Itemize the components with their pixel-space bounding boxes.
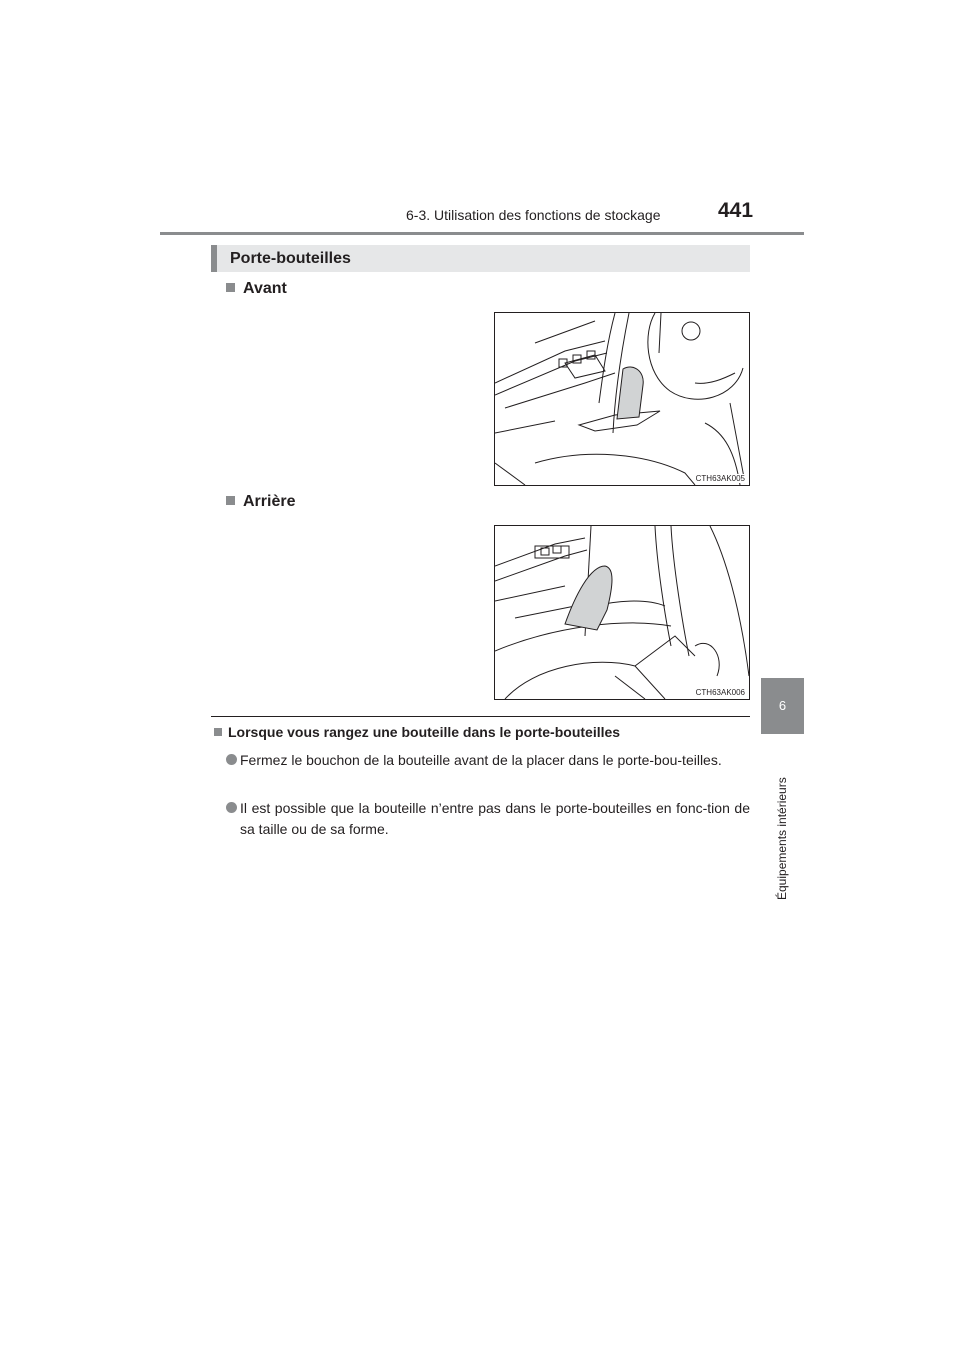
square-bullet-icon [214, 728, 222, 736]
chapter-label-container [761, 740, 804, 900]
chapter-tab [761, 678, 804, 734]
notes-divider [211, 716, 750, 717]
note-item-text: Fermez le bouchon de la bouteille avant de la placer dans le porte-bou-teilles. [240, 752, 722, 768]
section-title: Porte-bouteilles [230, 250, 351, 267]
front-bottle-holder-illustration [494, 312, 750, 486]
chapter-number: 6 [778, 698, 787, 713]
front-heading [226, 280, 287, 298]
round-bullet-icon [226, 802, 237, 813]
rear-door-drawing [495, 526, 749, 699]
chapter-title: Équipements intérieurs [775, 777, 789, 900]
notes-heading-label: Lorsque vous rangez une bouteille dans le porte-bouteilles [228, 724, 621, 740]
header-section-title: 6-3. Utilisation des fonctions de stockage [406, 207, 661, 223]
square-bullet-icon [226, 283, 235, 292]
round-bullet-icon [226, 754, 237, 765]
rear-bottle-holder-illustration [494, 525, 750, 700]
notes-heading [214, 724, 620, 740]
square-bullet-icon [226, 496, 235, 505]
section-heading-bar [211, 245, 750, 272]
note-item [226, 798, 750, 840]
note-item-text: Il est possible que la bouteille n’entre pas dans le porte-bouteilles en fonc-tion de sa taille ou de sa forme. [240, 800, 750, 837]
rear-heading-label: Arrière [243, 493, 296, 510]
front-heading-label: Avant [243, 280, 287, 297]
front-console-drawing [495, 313, 749, 485]
header-divider [160, 232, 804, 235]
rear-heading [226, 493, 295, 511]
rear-figure-code: CTH63AK006 [695, 688, 745, 697]
note-item [226, 750, 750, 771]
page-number: 441 [718, 199, 754, 222]
front-figure-code: CTH63AK005 [695, 474, 745, 483]
